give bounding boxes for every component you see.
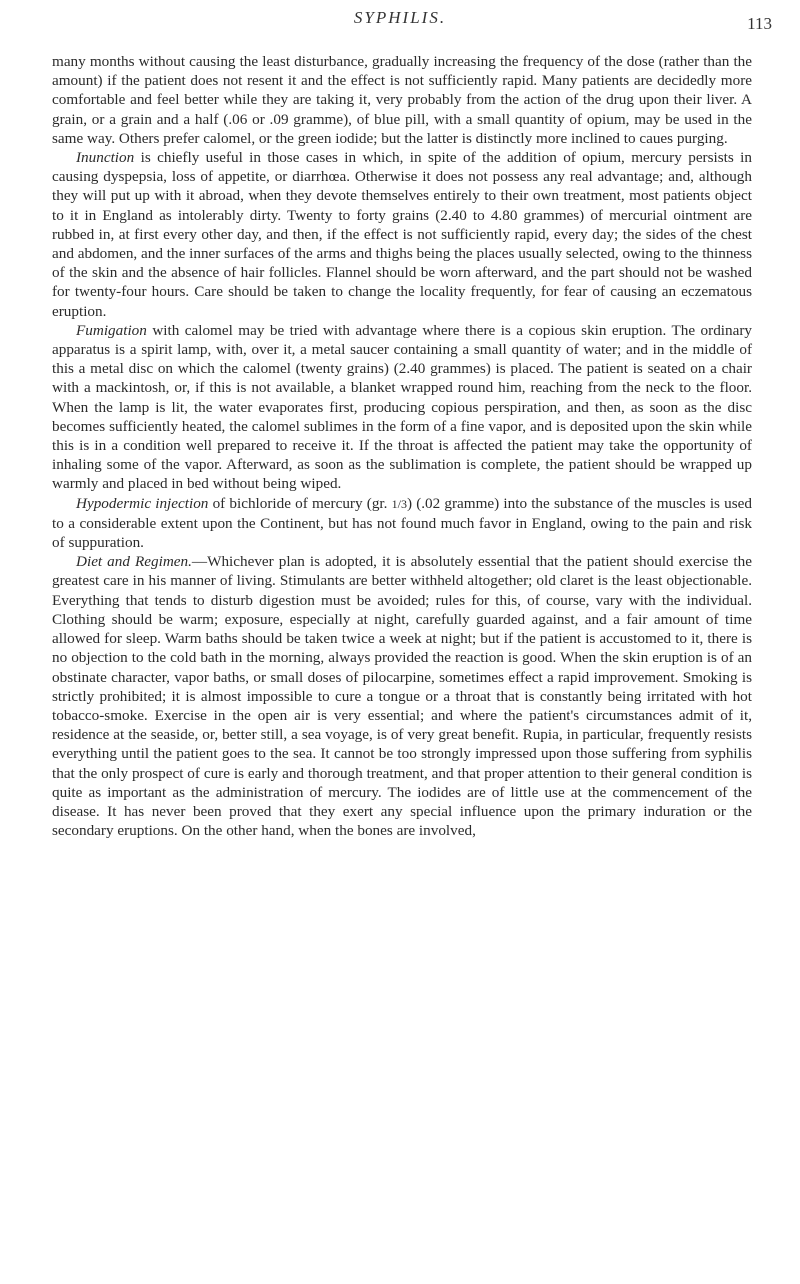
run-in-heading: Hypodermic injection (76, 494, 209, 512)
paragraph (52, 494, 752, 553)
paragraph (52, 148, 752, 321)
paragraph-text: ) (.02 gramme) into the substance of the muscles is used to a considerable extent upon the Continent, but has not found much favor in England, owing to the pain and risk of suppuration. (52, 494, 752, 552)
paragraph-text: many months without causing the least disturbance, gradually increasing the frequency of the dose (rather than the amount) if the patient does not resent it and the effect is not sufficiently rapid. Many patients are decidedly more comfortable and feel better while they are taking it, very probably from the action of the drug upon their liver. A grain, or a grain and a half (.06 or .09 gramme), of blue pill, with a small quantity of opium, may be used in the same way. Others prefer calomel, or the green iodide; but the latter is distinctly more inclined to caues purging. (52, 53, 752, 147)
run-in-heading: Inunction (76, 149, 135, 167)
page-body (52, 52, 752, 840)
run-in-heading: Fumigation (76, 321, 147, 339)
running-head: SYPHILIS. (353, 8, 447, 27)
paragraph-text: —Whichever plan is adopted, it is absolutely essential that the patient should exercise the greatest care in his manner of living. Stimulants are better withheld altogether; old claret is the least objectionable. Everything that tends to disturb digestion must be avoided; rules for this, of course, vary with the individual. Clothing should be warm; exposure, especially at night, carefully guarded against, and a fair amount of time allowed for sleep. Warm baths should be taken twice a week at night; but if the patient is accustomed to it, there is no objection to the cold bath in the morning, always provided the reaction is good. When the skin eruption is of an obstinate character, vapor baths, or small doses of pilocarpine, sometimes effect a rapid improvement. Smoking is strictly prohibited; it is almost impossible to cure a tongue or a throat that is constantly being irritated with hot tobacco-smoke. Exercise in the open air is very essential; and where the patient's circumstances admit of it, residence at the seaside, or, better still, a sea voyage, is of very great benefit. Rupia, in particular, frequently resists everything until the patient goes to the sea. It cannot be too strongly impressed upon those suffering from syphilis that the only prospect of cure is early and thorough treatment, and that proper attention to their general condition is quite as important as the administration of mercury. The iodides are of little use at the commencement of the disease. It has never been proved that they exert any special influence upon the primary induration or the secondary eruptions. On the other hand, when the bones are involved, (52, 553, 752, 840)
paragraph-text: with calomel may be tried with advantage where there is a copious skin eruption. The ordinary apparatus is a spirit lamp, with, over it, a metal saucer containing a small quantity of water; and in the middle of this a metal disc on which the calomel (twenty grains) (2.40 grammes) is placed. The patient is seated on a chair with a mackintosh, or, if this is not available, a blanket wrapped round him, reaching from the neck to the floor. When the lamp is lit, the water evaporates first, producing copious perspiration, and then, as soon as the disc becomes sufficiently heated, the calomel sublimes in the form of a fine vapor, and is deposited upon the skin while this is in a condition well prepared to receive it. If the throat is affected the patient may take the opportunity of inhaling some of the vapor. Afterward, as soon as the sublimation is complete, the patient should be wrapped up warmly and placed in bed without being wiped. (52, 321, 752, 493)
paragraph-text: of bichloride of mercury (gr. (208, 494, 392, 512)
paragraph-text: is chiefly useful in those cases in which, in spite of the addition of opium, mercury persists in causing dyspepsia, loss of appetite, or diarrhœa. Otherwise it does not possess any real advantage; and, although they will put up with it abroad, when they devote themselves entirely to their own treatment, most patients object to it in England as intolerably dirty. Twenty to forty grains (2.40 to 4.80 grammes) of mercurial ointment are rubbed in, at first every other day, and then, if the effect is not sufficiently rapid, every day; the sides of the chest and abdomen, and the inner surfaces of the arms and thighs being the places usually selected, owing to the thinness of the skin and the absence of hair follicles. Flannel should be worn afterward, and the part should not be washed for twenty-four hours. Care should be taken to change the locality frequently, for fear of causing an eczematous eruption. (52, 149, 752, 320)
fraction: 1/3 (391, 496, 407, 511)
page-number: 113 (747, 14, 772, 33)
run-in-heading: Diet and Regimen. (76, 553, 192, 571)
paragraph (52, 52, 752, 148)
paragraph (52, 552, 752, 840)
paragraph (52, 321, 752, 494)
